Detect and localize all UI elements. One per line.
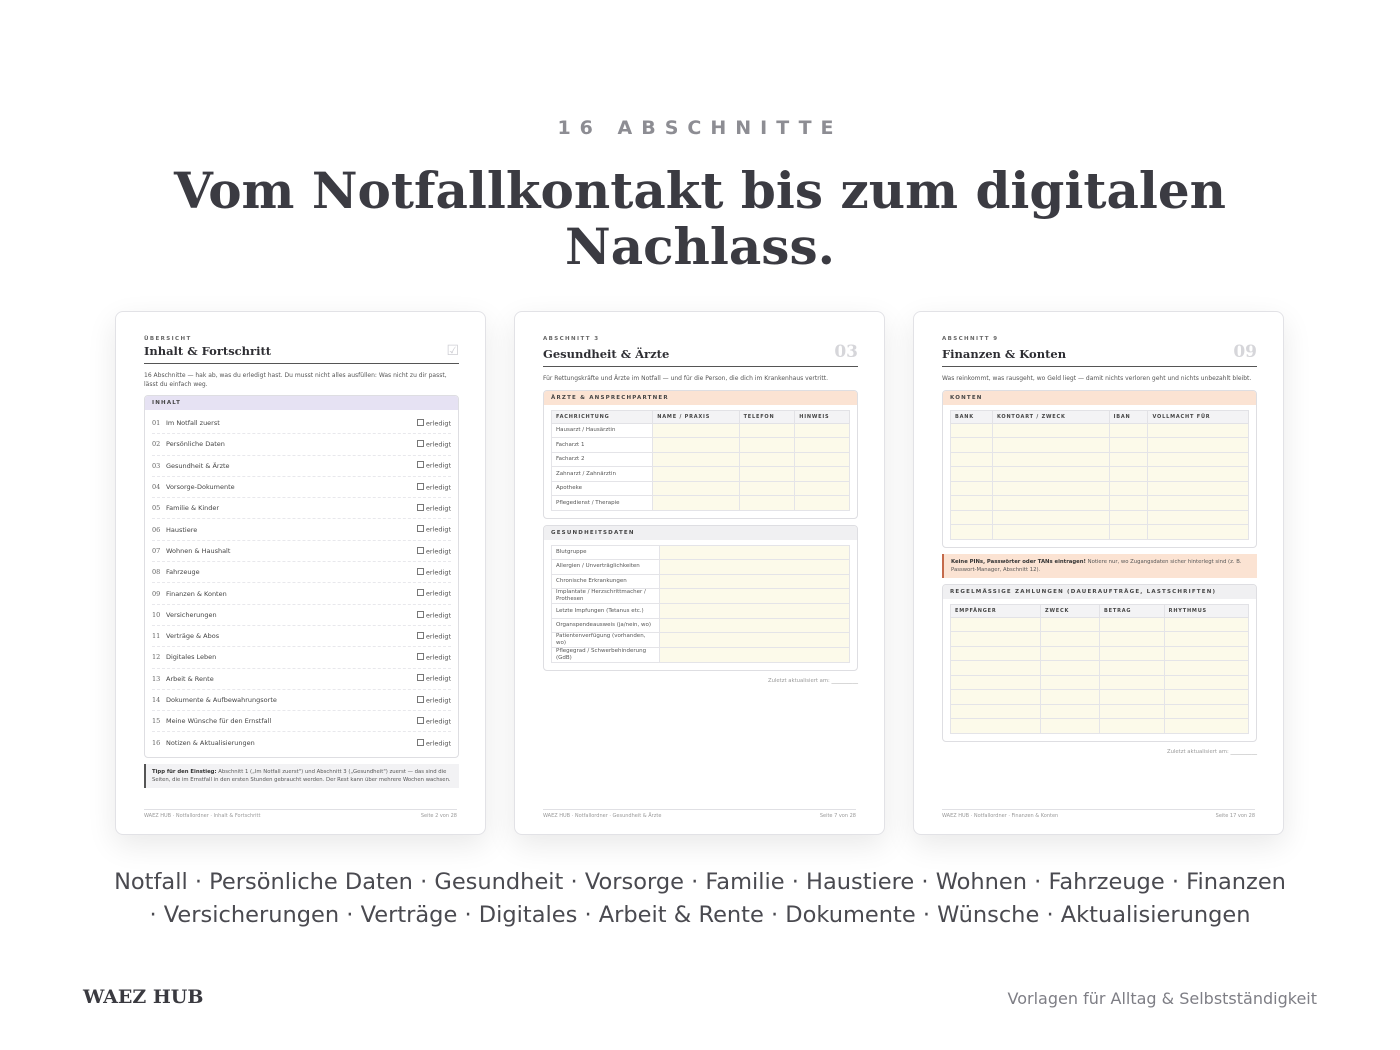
blank-cell <box>1148 481 1249 496</box>
row-label: Pflegegrad / Schwerbehinderung (GdB) <box>552 648 660 663</box>
column-header: HINWEIS <box>795 410 850 423</box>
blank-cell <box>1109 423 1148 438</box>
toc-label: Dokumente & Aufbewahrungsorte <box>166 696 277 704</box>
toc-row <box>152 711 451 732</box>
doctors-table <box>551 410 850 511</box>
blank-cell <box>1100 675 1165 690</box>
page-kicker: ABSCHNITT 9 <box>942 336 999 342</box>
blank-cell <box>1148 496 1249 511</box>
blank-cell <box>1148 510 1249 525</box>
blank-cell <box>992 423 1109 438</box>
toc-number: 10 <box>152 610 161 619</box>
preview-page-health <box>514 311 885 835</box>
row-label: Apotheke <box>552 481 653 496</box>
footer-right: Seite 7 von 28 <box>819 813 856 819</box>
table-row <box>951 438 1249 453</box>
blank-cell <box>795 496 850 511</box>
done-checkbox: erledigt <box>417 611 451 620</box>
page-title: Finanzen & Konten <box>942 347 1067 361</box>
blank-cell <box>653 496 739 511</box>
blank-cell <box>951 704 1041 719</box>
blank-cell <box>795 452 850 467</box>
tip-box <box>144 764 459 788</box>
blank-cell <box>660 545 850 560</box>
done-checkbox: erledigt <box>417 717 451 726</box>
table-row <box>951 632 1249 647</box>
last-updated: Zuletzt aktualisiert am: __________ <box>1166 748 1257 755</box>
column-header: BANK <box>951 410 993 423</box>
toc-label: Finanzen & Konten <box>166 589 227 598</box>
toc-entry <box>152 483 235 491</box>
done-checkbox: erledigt <box>417 632 451 641</box>
blank-cell <box>1100 661 1165 676</box>
blank-cell <box>795 423 850 438</box>
blank-cell <box>992 452 1109 467</box>
toc-row <box>152 519 451 540</box>
toc-number: 14 <box>152 696 161 704</box>
table-row <box>552 481 850 496</box>
page-footer <box>942 809 1255 819</box>
toc-number: 06 <box>152 525 161 534</box>
table-row <box>951 496 1249 511</box>
brand-logo: WAEZ HUB <box>83 986 204 1008</box>
table-row <box>552 574 850 589</box>
preview-page-overview <box>115 311 486 835</box>
toc-number: 09 <box>152 589 161 598</box>
column-header: NAME / PRAXIS <box>653 410 739 423</box>
column-header: EMPFÄNGER <box>951 604 1041 617</box>
table-row <box>951 661 1249 676</box>
table-row <box>552 648 850 663</box>
blank-cell <box>951 646 1041 661</box>
toc-row <box>152 434 451 455</box>
accounts-box <box>942 390 1257 548</box>
section-count-eyebrow: 16 ABSCHNITTE <box>557 117 843 139</box>
blank-cell <box>1148 423 1249 438</box>
blank-cell <box>951 525 993 540</box>
blank-cell <box>951 510 993 525</box>
toc-box <box>144 395 459 758</box>
blank-cell <box>739 423 795 438</box>
toc-row <box>152 732 451 753</box>
blank-cell <box>795 481 850 496</box>
toc-box-header: INHALT <box>145 396 458 410</box>
table-row <box>951 525 1249 540</box>
blank-cell <box>951 617 1041 632</box>
toc-number: 16 <box>152 739 161 748</box>
blank-cell <box>992 525 1109 540</box>
table-row <box>552 633 850 648</box>
blank-cell <box>653 481 739 496</box>
toc-number: 08 <box>152 568 161 577</box>
table-row <box>552 467 850 482</box>
blank-cell <box>660 604 850 619</box>
table-row <box>951 481 1249 496</box>
done-checkbox: erledigt <box>417 419 451 428</box>
blank-cell <box>951 661 1041 676</box>
tip-text: Abschnitt 1 („Im Notfall zuerst") und Abschnitt 3 („Gesundheit") zuerst — das sind die Seiten, die im Ernstfall in den ersten Stunden gebraucht werden. Der Rest kann über mehrere Wochen wachsen. <box>152 768 451 783</box>
health-data-box <box>543 525 858 672</box>
toc-entry <box>152 653 216 661</box>
blank-cell <box>1100 646 1165 661</box>
doctors-box-header: ÄRZTE & ANSPRECHPARTNER <box>544 391 857 405</box>
category-list <box>100 866 1300 932</box>
blank-cell <box>1148 452 1249 467</box>
table-row <box>552 452 850 467</box>
footer-right: Seite 2 von 28 <box>420 813 457 819</box>
table-row <box>552 545 850 560</box>
blank-cell <box>660 648 850 663</box>
table-row <box>951 467 1249 482</box>
table-row <box>552 496 850 511</box>
blank-cell <box>653 467 739 482</box>
blank-cell <box>1100 690 1165 705</box>
page-intro: 16 Abschnitte — hak ab, was du erledigt hast. Du musst nicht alles ausfüllen: Was nicht zu dir passt, lässt du einfach weg. <box>144 372 447 388</box>
toc-entry <box>152 590 227 598</box>
toc-label: Im Notfall zuerst <box>166 419 220 428</box>
table-row <box>552 604 850 619</box>
toc-row <box>152 626 451 647</box>
blank-cell <box>1148 467 1249 482</box>
toc-number: 03 <box>152 461 161 470</box>
blank-cell <box>739 467 795 482</box>
page-intro: Für Rettungskräfte und Ärzte im Notfall — und für die Person, die dich im Krankenhaus vertritt. <box>543 375 828 382</box>
blank-cell <box>1041 646 1100 661</box>
row-label: Pflegedienst / Therapie <box>552 496 653 511</box>
column-header: VOLLMACHT FÜR <box>1148 410 1249 423</box>
done-checkbox: erledigt <box>417 653 451 662</box>
blank-cell <box>951 438 993 453</box>
done-checkbox: erledigt <box>417 461 451 470</box>
payments-table <box>950 604 1249 734</box>
done-checkbox: erledigt <box>417 589 451 598</box>
table-row <box>552 618 850 633</box>
blank-cell <box>1041 617 1100 632</box>
page-title: Gesundheit & Ärzte <box>543 347 670 361</box>
blank-cell <box>1164 690 1248 705</box>
table-row <box>951 646 1249 661</box>
row-label: Organspendeausweis (ja/nein, wo) <box>552 618 660 633</box>
page-title: Inhalt & Fortschritt <box>144 344 272 358</box>
done-checkbox: erledigt <box>417 739 451 748</box>
toc-row <box>152 477 451 498</box>
blank-cell <box>739 452 795 467</box>
blank-cell <box>653 423 739 438</box>
blank-cell <box>1041 661 1100 676</box>
toc-number: 05 <box>152 504 161 513</box>
toc-label: Familie & Kinder <box>166 504 220 513</box>
blank-cell <box>1164 617 1248 632</box>
toc-label: Fahrzeuge <box>166 568 200 577</box>
footer-left: WAEZ HUB · Notfallordner · Finanzen & Konten <box>942 813 1059 819</box>
toc-number: 11 <box>152 632 161 641</box>
blank-cell <box>1109 496 1148 511</box>
blank-cell <box>951 496 993 511</box>
blank-cell <box>660 574 850 589</box>
row-label: Facharzt 2 <box>552 452 653 467</box>
done-checkbox: erledigt <box>417 674 451 683</box>
headline: Vom Notfallkontakt bis zum digitalen Nachlass. <box>173 161 1227 276</box>
row-label: Zahnarzt / Zahnärztin <box>552 467 653 482</box>
done-checkbox: erledigt <box>417 696 451 705</box>
column-header: ZWECK <box>1041 604 1100 617</box>
blank-cell <box>1041 719 1100 734</box>
column-header: FACHRICHTUNG <box>552 410 653 423</box>
blank-cell <box>660 560 850 575</box>
blank-cell <box>951 675 1041 690</box>
blank-cell <box>739 438 795 453</box>
toc-number: 02 <box>152 440 161 449</box>
blank-cell <box>951 632 1041 647</box>
tip-bold: Tipp für den Einstieg: <box>152 768 217 775</box>
toc-row <box>152 690 451 711</box>
toc-label: Meine Wünsche für den Ernstfall <box>166 717 272 726</box>
done-checkbox: erledigt <box>417 483 451 492</box>
blank-cell <box>992 481 1109 496</box>
toc-row <box>152 456 451 477</box>
blank-cell <box>992 496 1109 511</box>
blank-cell <box>1164 704 1248 719</box>
blank-cell <box>992 438 1109 453</box>
doctors-box <box>543 390 858 519</box>
blank-cell <box>951 467 993 482</box>
toc-entry <box>152 547 230 555</box>
row-label: Patientenverfügung (vorhanden, wo) <box>552 633 660 648</box>
checkbox-icon: ☑ <box>446 343 459 359</box>
footer-left: WAEZ HUB · Notfallordner · Inhalt & Fortschritt <box>144 813 261 819</box>
last-updated: Zuletzt aktualisiert am: __________ <box>767 678 858 685</box>
table-row <box>951 675 1249 690</box>
toc-entry <box>152 568 200 576</box>
blank-cell <box>660 633 850 648</box>
toc-label: Notizen & Aktualisierungen <box>166 739 255 748</box>
blank-cell <box>1164 675 1248 690</box>
done-checkbox: erledigt <box>417 525 451 534</box>
table-row <box>552 560 850 575</box>
blank-cell <box>1109 452 1148 467</box>
blank-cell <box>739 496 795 511</box>
footer-left: WAEZ HUB · Notfallordner · Gesundheit & Ärzte <box>543 813 662 819</box>
section-number: 09 <box>1233 342 1257 362</box>
table-row <box>951 719 1249 734</box>
toc-row <box>152 669 451 690</box>
toc-number: 04 <box>152 483 161 492</box>
column-header: BETRAG <box>1100 604 1165 617</box>
blank-cell <box>1109 510 1148 525</box>
blank-cell <box>951 690 1041 705</box>
toc-row <box>152 605 451 626</box>
blank-cell <box>739 481 795 496</box>
toc-label: Vorsorge-Dokumente <box>166 483 235 492</box>
blank-cell <box>1164 661 1248 676</box>
blank-cell <box>951 452 993 467</box>
table-row <box>951 452 1249 467</box>
toc-entry <box>152 440 225 448</box>
page-footer <box>144 809 457 819</box>
blank-cell <box>951 423 993 438</box>
blank-cell <box>1100 719 1165 734</box>
blank-cell <box>1041 704 1100 719</box>
blank-cell <box>1148 438 1249 453</box>
toc-row <box>152 498 451 519</box>
section-number: 03 <box>834 342 858 362</box>
done-checkbox: erledigt <box>417 504 451 513</box>
blank-cell <box>653 438 739 453</box>
toc-entry <box>152 504 219 512</box>
blank-cell <box>1109 481 1148 496</box>
blank-cell <box>992 510 1109 525</box>
health-data-table <box>551 545 850 664</box>
blank-cell <box>795 438 850 453</box>
page-kicker: ÜBERSICHT <box>144 336 192 342</box>
blank-cell <box>1109 525 1148 540</box>
preview-page-finances <box>913 311 1284 835</box>
toc-row <box>152 583 451 604</box>
blank-cell <box>951 719 1041 734</box>
toc-row <box>152 562 451 583</box>
toc-entry <box>152 675 214 683</box>
table-row <box>951 704 1249 719</box>
warning-box <box>942 554 1257 578</box>
payments-box <box>942 584 1257 742</box>
done-checkbox: erledigt <box>417 547 451 556</box>
row-label: Chronische Erkrankungen <box>552 574 660 589</box>
blank-cell <box>660 618 850 633</box>
column-header: IBAN <box>1109 410 1148 423</box>
table-row <box>951 510 1249 525</box>
table-row <box>552 438 850 453</box>
toc-row <box>152 413 451 434</box>
done-checkbox: erledigt <box>417 440 451 449</box>
blank-cell <box>992 467 1109 482</box>
toc-entry <box>152 611 217 619</box>
table-row <box>951 617 1249 632</box>
table-row <box>951 690 1249 705</box>
toc-row <box>152 647 451 668</box>
done-checkbox: erledigt <box>417 568 451 577</box>
payments-box-header: REGELMÄSSIGE ZAHLUNGEN (DAUERAUFTRÄGE, LASTSCHRIFTEN) <box>943 585 1256 599</box>
blank-cell <box>1041 632 1100 647</box>
table-row <box>552 423 850 438</box>
blank-cell <box>1164 632 1248 647</box>
blank-cell <box>653 452 739 467</box>
blank-cell <box>1100 704 1165 719</box>
toc-label: Digitales Leben <box>166 653 217 662</box>
toc-entry <box>152 462 230 470</box>
toc-entry <box>152 717 271 725</box>
blank-cell <box>1100 617 1165 632</box>
blank-cell <box>1041 675 1100 690</box>
table-row <box>951 423 1249 438</box>
accounts-box-header: KONTEN <box>943 391 1256 405</box>
tagline: Vorlagen für Alltag & Selbstständigkeit <box>1007 989 1317 1008</box>
category-line: Notfall · Persönliche Daten · Gesundheit · Vorsorge · Familie · Haustiere · Wohnen · Fahrzeuge · Finanzen <box>114 869 1286 895</box>
footer-right: Seite 17 von 28 <box>1215 813 1255 819</box>
column-header: RHYTHMUS <box>1164 604 1248 617</box>
page-footer <box>543 809 856 819</box>
blank-cell <box>1109 467 1148 482</box>
column-header: KONTOART / ZWECK <box>992 410 1109 423</box>
toc-label: Haustiere <box>166 525 198 534</box>
toc-number: 01 <box>152 419 161 428</box>
toc-number: 13 <box>152 674 161 683</box>
toc-list <box>145 410 458 757</box>
accounts-table <box>950 410 1249 540</box>
toc-entry <box>152 419 220 427</box>
column-header: TELEFON <box>739 410 795 423</box>
toc-label: Wohnen & Haushalt <box>166 546 231 555</box>
toc-entry <box>152 696 277 704</box>
toc-label: Gesundheit & Ärzte <box>166 461 230 470</box>
blank-cell <box>951 481 993 496</box>
toc-entry <box>152 526 197 534</box>
toc-number: 07 <box>152 546 161 555</box>
blank-cell <box>1041 690 1100 705</box>
blank-cell <box>660 589 850 604</box>
toc-entry <box>152 739 255 747</box>
blank-cell <box>1164 646 1248 661</box>
table-row <box>552 589 850 604</box>
health-data-box-header: GESUNDHEITSDATEN <box>544 526 857 540</box>
warning-text: Notiere nur, wo Zugangsdaten sicher hinterlegt sind (z. B. Passwort-Manager, Abschnitt 12). <box>951 558 1242 573</box>
toc-label: Versicherungen <box>166 610 217 619</box>
blank-cell <box>1100 632 1165 647</box>
toc-number: 15 <box>152 717 161 726</box>
blank-cell <box>1164 719 1248 734</box>
row-label: Facharzt 1 <box>552 438 653 453</box>
row-label: Allergien / Unverträglichkeiten <box>552 560 660 575</box>
row-label: Letzte Impfungen (Tetanus etc.) <box>552 604 660 619</box>
blank-cell <box>1148 525 1249 540</box>
toc-number: 12 <box>152 653 161 662</box>
page-intro: Was reinkommt, was rausgeht, wo Geld liegt — damit nichts verloren geht und nichts unbezahlt bleibt. <box>942 375 1252 382</box>
row-label: Blutgruppe <box>552 545 660 560</box>
blank-cell <box>795 467 850 482</box>
row-label: Implantate / Herzschrittmacher / Prothesen <box>552 589 660 604</box>
toc-row <box>152 541 451 562</box>
blank-cell <box>1109 438 1148 453</box>
toc-entry <box>152 632 219 640</box>
warning-bold: Keine PINs, Passwörter oder TANs eintragen! <box>951 558 1086 565</box>
row-label: Hausarzt / Hausärztin <box>552 423 653 438</box>
toc-label: Verträge & Abos <box>166 632 220 641</box>
toc-label: Arbeit & Rente <box>166 674 214 683</box>
category-line: · Versicherungen · Verträge · Digitales · Arbeit & Rente · Dokumente · Wünsche · Aktualisierungen <box>149 902 1251 928</box>
page-kicker: ABSCHNITT 3 <box>543 336 600 342</box>
toc-label: Persönliche Daten <box>166 440 225 449</box>
